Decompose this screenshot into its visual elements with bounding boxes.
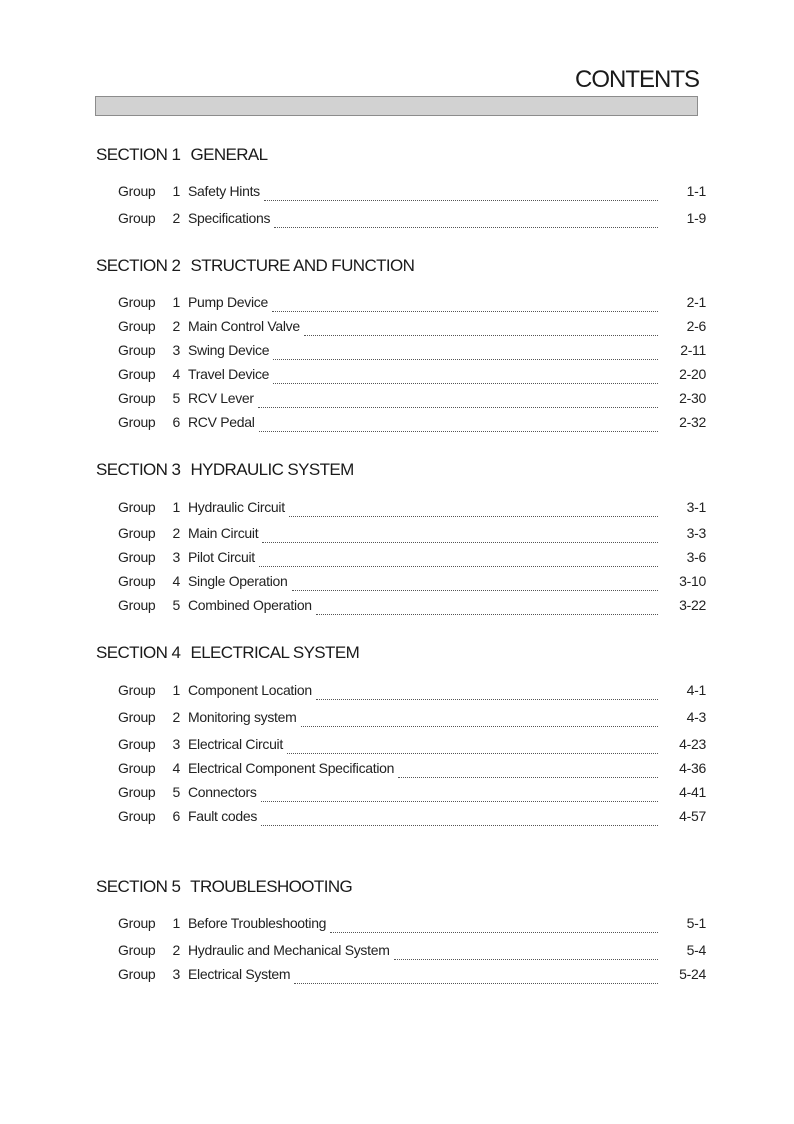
- group-number: 3: [172, 736, 180, 752]
- group-word: Group: [118, 183, 156, 199]
- group-word: Group: [118, 210, 156, 226]
- group-title: RCV Pedal: [188, 414, 255, 430]
- group-title: Safety Hints: [188, 183, 260, 199]
- group-word: Group: [118, 499, 156, 515]
- group-number: 6: [172, 414, 180, 430]
- dot-leader: [261, 815, 658, 826]
- group-number: 6: [172, 808, 180, 824]
- section-number: SECTION 4: [96, 643, 181, 662]
- page-reference: 5-24: [679, 966, 706, 982]
- dot-leader: [273, 349, 658, 360]
- toc-entry[interactable]: [118, 784, 706, 804]
- group-number: 1: [172, 915, 180, 931]
- group-number: 1: [172, 294, 180, 310]
- group-word: Group: [118, 342, 156, 358]
- group-word: Group: [118, 760, 156, 776]
- page-reference: 3-22: [679, 597, 706, 613]
- group-number: 2: [172, 942, 180, 958]
- section-heading: [96, 877, 716, 897]
- dot-leader: [264, 190, 658, 201]
- dot-leader: [272, 301, 658, 312]
- group-word: Group: [118, 294, 156, 310]
- group-title: Connectors: [188, 784, 257, 800]
- group-number: 2: [172, 210, 180, 226]
- group-word: Group: [118, 915, 156, 931]
- dot-leader: [261, 791, 658, 802]
- page-title: CONTENTS: [575, 66, 699, 93]
- section-4: [96, 643, 716, 824]
- group-title: Main Control Valve: [188, 318, 300, 334]
- dot-leader: [262, 532, 658, 543]
- group-title: Pilot Circuit: [188, 549, 255, 565]
- group-title: Swing Device: [188, 342, 270, 358]
- toc-entry[interactable]: [118, 342, 706, 362]
- group-number: 3: [172, 966, 180, 982]
- page-reference: 2-30: [679, 390, 706, 406]
- toc-entry[interactable]: [118, 414, 706, 434]
- group-word: Group: [118, 573, 156, 589]
- dot-leader: [258, 397, 658, 408]
- toc-entry[interactable]: [118, 808, 706, 828]
- group-word: Group: [118, 549, 156, 565]
- section-heading: [96, 256, 716, 276]
- group-title: Combined Operation: [188, 597, 312, 613]
- toc-entry[interactable]: [118, 573, 706, 593]
- section-3: [96, 460, 716, 613]
- group-word: Group: [118, 525, 156, 541]
- toc-entry[interactable]: [118, 597, 706, 617]
- page-reference: 2-20: [679, 366, 706, 382]
- page-reference: 4-41: [679, 784, 706, 800]
- group-number: 2: [172, 709, 180, 725]
- dot-leader: [259, 556, 658, 567]
- group-word: Group: [118, 709, 156, 725]
- group-number: 4: [172, 760, 180, 776]
- section-number: SECTION 3: [96, 460, 181, 479]
- toc-entry[interactable]: [118, 390, 706, 410]
- section-title: HYDRAULIC SYSTEM: [190, 460, 354, 479]
- section-5: [96, 877, 716, 982]
- group-number: 2: [172, 525, 180, 541]
- dot-leader: [301, 716, 659, 727]
- group-word: Group: [118, 318, 156, 334]
- section-number: SECTION 1: [96, 145, 181, 164]
- page-reference: 4-1: [686, 682, 706, 698]
- dot-leader: [398, 767, 658, 778]
- toc-entry[interactable]: [118, 525, 706, 545]
- group-word: Group: [118, 597, 156, 613]
- group-title: Fault codes: [188, 808, 258, 824]
- group-word: Group: [118, 682, 156, 698]
- group-number: 5: [172, 597, 180, 613]
- dot-leader: [304, 325, 658, 336]
- group-word: Group: [118, 736, 156, 752]
- dot-leader: [316, 604, 658, 615]
- dot-leader: [316, 689, 658, 700]
- group-title: RCV Lever: [188, 390, 254, 406]
- group-title: Electrical Component Specification: [188, 760, 395, 776]
- group-number: 1: [172, 183, 180, 199]
- page-reference: 5-1: [686, 915, 706, 931]
- toc-entry[interactable]: [118, 915, 706, 935]
- page-reference: 2-11: [680, 342, 706, 358]
- page-reference: 4-36: [679, 760, 706, 776]
- page-reference: 3-6: [686, 549, 706, 565]
- group-word: Group: [118, 808, 156, 824]
- page-reference: 1-1: [686, 183, 706, 199]
- dot-leader: [287, 743, 658, 754]
- group-title: Electrical Circuit: [188, 736, 283, 752]
- dot-leader: [273, 373, 658, 384]
- group-number: 5: [172, 390, 180, 406]
- toc-entry[interactable]: [118, 294, 706, 314]
- page-reference: 3-1: [686, 499, 706, 515]
- section-1: [96, 145, 716, 226]
- toc-entry[interactable]: [118, 942, 706, 962]
- group-word: Group: [118, 366, 156, 382]
- toc-entry[interactable]: [118, 549, 706, 569]
- page-reference: 4-23: [679, 736, 706, 752]
- group-title: Electrical System: [188, 966, 291, 982]
- group-word: Group: [118, 390, 156, 406]
- title-rule-bar: [95, 96, 698, 116]
- toc-entry[interactable]: [118, 709, 706, 729]
- dot-leader: [292, 580, 659, 591]
- section-title: GENERAL: [190, 145, 268, 164]
- page-reference: 3-3: [686, 525, 706, 541]
- group-title: Monitoring system: [188, 709, 297, 725]
- toc-entry[interactable]: [118, 499, 706, 519]
- group-number: 3: [172, 342, 180, 358]
- group-title: Specifications: [188, 210, 271, 226]
- section-2: [96, 256, 716, 430]
- dot-leader: [289, 506, 658, 517]
- section-title: STRUCTURE AND FUNCTION: [190, 256, 415, 275]
- page-reference: 1-9: [686, 210, 706, 226]
- group-title: Before Troubleshooting: [188, 915, 327, 931]
- group-title: Pump Device: [188, 294, 268, 310]
- group-word: Group: [118, 414, 156, 430]
- section-title: TROUBLESHOOTING: [190, 877, 353, 896]
- group-number: 2: [172, 318, 180, 334]
- toc-entry[interactable]: [118, 682, 706, 702]
- toc-entry[interactable]: [118, 736, 706, 756]
- section-heading: [96, 460, 716, 480]
- toc-entry[interactable]: [118, 366, 706, 386]
- toc-entry[interactable]: [118, 210, 706, 230]
- toc-entry[interactable]: [118, 966, 706, 986]
- group-title: Hydraulic and Mechanical System: [188, 942, 390, 958]
- group-number: 3: [172, 549, 180, 565]
- group-title: Travel Device: [188, 366, 270, 382]
- group-title: Hydraulic Circuit: [188, 499, 285, 515]
- page-reference: 3-10: [679, 573, 706, 589]
- group-title: Main Circuit: [188, 525, 259, 541]
- page-reference: 2-32: [679, 414, 706, 430]
- group-title: Component Location: [188, 682, 312, 698]
- section-heading: [96, 145, 716, 165]
- toc-entry[interactable]: [118, 760, 706, 780]
- group-number: 1: [172, 682, 180, 698]
- section-title: ELECTRICAL SYSTEM: [190, 643, 360, 662]
- group-title: Single Operation: [188, 573, 288, 589]
- page-reference: 5-4: [686, 942, 706, 958]
- section-number: SECTION 2: [96, 256, 181, 275]
- group-word: Group: [118, 966, 156, 982]
- dot-leader: [259, 421, 658, 432]
- dot-leader: [330, 922, 658, 933]
- page-reference: 2-1: [686, 294, 706, 310]
- group-number: 4: [172, 366, 180, 382]
- page-reference: 2-6: [686, 318, 706, 334]
- dot-leader: [294, 973, 658, 984]
- dot-leader: [274, 217, 658, 228]
- page-reference: 4-57: [679, 808, 706, 824]
- section-heading: [96, 643, 716, 663]
- group-number: 4: [172, 573, 180, 589]
- dot-leader: [394, 949, 658, 960]
- toc-entry[interactable]: [118, 318, 706, 338]
- toc-entry[interactable]: [118, 183, 706, 203]
- group-number: 5: [172, 784, 180, 800]
- page-reference: 4-3: [686, 709, 706, 725]
- group-word: Group: [118, 942, 156, 958]
- section-number: SECTION 5: [96, 877, 181, 896]
- group-word: Group: [118, 784, 156, 800]
- group-number: 1: [172, 499, 180, 515]
